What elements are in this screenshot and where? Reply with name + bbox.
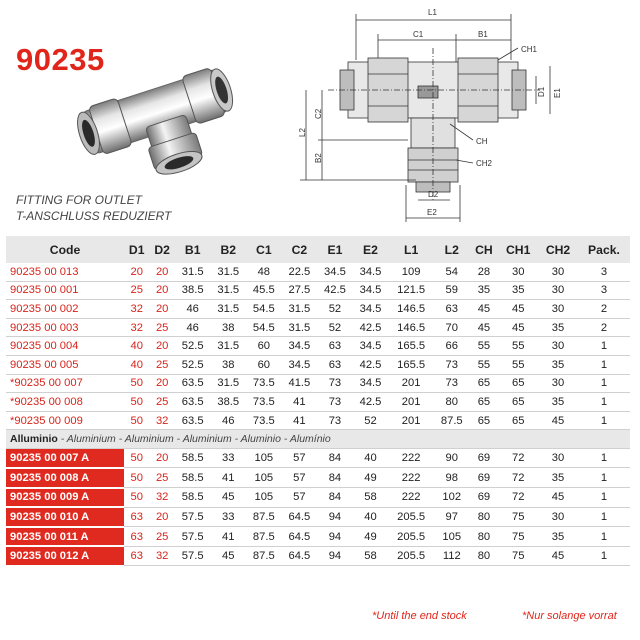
value-cell: 94: [328, 510, 342, 523]
value-cell: 109: [401, 265, 421, 278]
value-cell: 32: [155, 550, 169, 563]
value-cell: 94: [328, 530, 342, 543]
value-cell: 205.5: [397, 510, 426, 523]
svg-text:E1: E1: [553, 88, 562, 98]
value-cell: 20: [155, 302, 169, 315]
value-cell: 30: [551, 510, 565, 523]
table-row: [6, 488, 630, 508]
svg-text:CH1: CH1: [521, 45, 538, 54]
value-cell: 45.5: [252, 284, 275, 297]
value-cell: 70: [445, 321, 458, 334]
table-row: [6, 507, 630, 527]
value-cell: 2: [600, 321, 608, 334]
code-cell: 90235 00 013: [10, 265, 79, 278]
svg-text:C1: C1: [413, 30, 424, 39]
value-cell: 41: [293, 414, 306, 427]
value-cell: 25: [155, 530, 169, 543]
value-cell: 55: [511, 358, 525, 371]
code-cell: 90235 00 009 A: [6, 488, 124, 508]
value-cell: 87.5: [252, 550, 275, 563]
value-cell: 42.5: [324, 284, 346, 297]
value-cell: 59: [445, 284, 458, 297]
value-cell: 31.5: [288, 321, 311, 334]
header-b1: B1: [175, 236, 211, 263]
value-cell: 31.5: [217, 284, 240, 297]
value-cell: 165.5: [397, 358, 426, 371]
header-d2: D2: [149, 236, 174, 263]
value-cell: 73.5: [252, 395, 275, 408]
value-cell: 87.5: [252, 510, 275, 523]
table-header-row: [6, 236, 630, 263]
code-cell: 90235 00 004: [10, 340, 79, 353]
value-cell: 38: [222, 358, 235, 371]
svg-text:L2: L2: [298, 128, 307, 137]
svg-text:CH: CH: [476, 137, 488, 146]
value-cell: 50: [130, 414, 143, 427]
value-cell: 41: [222, 530, 235, 543]
value-cell: 69: [477, 452, 491, 465]
product-caption: [16, 192, 171, 224]
value-cell: 60: [257, 340, 271, 353]
value-cell: 34.5: [359, 284, 382, 297]
value-cell: 1: [600, 414, 608, 427]
value-cell: 75: [511, 510, 525, 523]
value-cell: 54.5: [252, 302, 275, 315]
value-cell: 30: [551, 265, 565, 278]
code-cell: 90235 00 010 A: [6, 507, 124, 527]
value-cell: 63.5: [181, 395, 204, 408]
header-ch1: CH1: [498, 236, 538, 263]
table-row: [6, 411, 630, 430]
value-cell: 45: [222, 550, 235, 563]
value-cell: 3: [600, 265, 608, 278]
value-cell: 54.5: [252, 321, 275, 334]
value-cell: 201: [401, 377, 421, 390]
value-cell: 112: [442, 550, 461, 563]
value-cell: 64.5: [288, 550, 311, 563]
value-cell: 87.5: [440, 414, 463, 427]
value-cell: 72: [511, 491, 525, 504]
value-cell: 20: [155, 265, 169, 278]
value-cell: 50: [130, 491, 143, 504]
value-cell: 55: [477, 340, 491, 353]
value-cell: 105: [254, 471, 274, 484]
header-c2: C2: [282, 236, 318, 263]
value-cell: 31.5: [217, 302, 240, 315]
value-cell: 35: [511, 284, 525, 297]
value-cell: 25: [155, 395, 169, 408]
value-cell: 3: [600, 284, 608, 297]
svg-text:CH2: CH2: [476, 159, 493, 168]
value-cell: 146.5: [397, 302, 426, 315]
value-cell: 105: [254, 452, 274, 465]
value-cell: 50: [130, 395, 143, 408]
value-cell: 1: [600, 510, 608, 523]
code-cell: 90235 00 008 A: [6, 468, 124, 488]
value-cell: 20: [155, 284, 169, 297]
value-cell: 34.5: [324, 265, 346, 278]
value-cell: 31.5: [181, 265, 204, 278]
header-d1: D1: [124, 236, 149, 263]
value-cell: 35: [477, 284, 491, 297]
code-cell: 90235 00 001: [10, 284, 79, 297]
value-cell: 75: [511, 550, 525, 563]
value-cell: 205.5: [397, 550, 426, 563]
value-cell: 57.5: [181, 550, 204, 563]
value-cell: 73: [328, 377, 342, 390]
value-cell: 35: [551, 395, 565, 408]
value-cell: 42.5: [359, 395, 382, 408]
table-row: [6, 337, 630, 356]
value-cell: 30: [551, 452, 565, 465]
value-cell: 65: [511, 395, 525, 408]
value-cell: 45: [511, 302, 525, 315]
value-cell: 30: [511, 265, 525, 278]
value-cell: 73: [445, 377, 458, 390]
value-cell: 146.5: [397, 321, 426, 334]
value-cell: 55: [511, 340, 525, 353]
value-cell: 80: [477, 550, 491, 563]
value-cell: 73: [445, 358, 458, 371]
value-cell: 1: [600, 395, 608, 408]
value-cell: 46: [222, 414, 235, 427]
value-cell: 63: [130, 550, 143, 563]
value-cell: 64.5: [288, 530, 311, 543]
value-cell: 90: [445, 452, 458, 465]
value-cell: 58.5: [181, 491, 204, 504]
value-cell: 57: [293, 452, 306, 465]
value-cell: 20: [155, 340, 169, 353]
svg-text:B1: B1: [478, 30, 488, 39]
value-cell: 20: [155, 377, 169, 390]
value-cell: 45: [511, 321, 525, 334]
header-code: Code: [6, 236, 124, 263]
value-cell: 38.5: [217, 395, 240, 408]
section-label-rest: - Aluminium - Aluminium - Aluminium - Aluminio - Alumínio: [57, 433, 331, 446]
value-cell: 63.5: [181, 414, 204, 427]
value-cell: 52.5: [181, 340, 204, 353]
value-cell: 66: [445, 340, 458, 353]
table-row: [6, 449, 630, 468]
value-cell: 65: [511, 414, 525, 427]
value-cell: 64.5: [288, 510, 311, 523]
value-cell: 46: [186, 321, 199, 334]
value-cell: 94: [328, 550, 342, 563]
value-cell: 54: [445, 265, 458, 278]
value-cell: 57.5: [181, 510, 204, 523]
section-row-aluminium: [6, 430, 630, 449]
value-cell: 98: [445, 471, 458, 484]
value-cell: 33: [222, 452, 235, 465]
value-cell: 222: [401, 471, 421, 484]
svg-text:C2: C2: [314, 108, 323, 119]
code-cell: 90235 00 005: [10, 358, 79, 371]
value-cell: 58.5: [181, 471, 204, 484]
header-e1: E1: [317, 236, 353, 263]
header-e2: E2: [353, 236, 389, 263]
value-cell: 63: [445, 302, 458, 315]
value-cell: 84: [328, 452, 342, 465]
value-cell: 1: [600, 377, 608, 390]
value-cell: 63: [130, 510, 143, 523]
header-c1: C1: [246, 236, 282, 263]
value-cell: 52: [328, 302, 342, 315]
value-cell: 30: [551, 377, 565, 390]
value-cell: 97: [445, 510, 458, 523]
value-cell: 2: [600, 302, 608, 315]
table-row: [6, 281, 630, 300]
code-cell: *90235 00 009: [10, 414, 83, 427]
value-cell: 1: [600, 452, 608, 465]
header-ch: CH: [470, 236, 499, 263]
value-cell: 30: [551, 302, 565, 315]
table-row: [6, 527, 630, 547]
table-row: [6, 355, 630, 374]
value-cell: 20: [155, 510, 169, 523]
value-cell: 65: [477, 414, 491, 427]
value-cell: 57: [293, 471, 306, 484]
value-cell: 33: [222, 510, 235, 523]
value-cell: 34.5: [359, 265, 382, 278]
value-cell: 30: [551, 340, 565, 353]
value-cell: 28: [477, 265, 491, 278]
value-cell: 35: [551, 358, 565, 371]
value-cell: 63.5: [181, 377, 204, 390]
value-cell: 49: [364, 530, 377, 543]
code-cell: 90235 00 007 A: [6, 449, 124, 468]
value-cell: 84: [328, 471, 342, 484]
value-cell: 84: [328, 491, 342, 504]
value-cell: 32: [130, 321, 143, 334]
value-cell: 201: [401, 414, 421, 427]
value-cell: 31.5: [288, 302, 311, 315]
code-cell: *90235 00 008: [10, 395, 83, 408]
value-cell: 65: [511, 377, 525, 390]
aluminium-rows: [6, 449, 630, 566]
value-cell: 80: [477, 530, 491, 543]
value-cell: 32: [155, 491, 169, 504]
code-cell: 90235 00 011 A: [6, 527, 124, 547]
value-cell: 50: [130, 377, 143, 390]
value-cell: 50: [130, 471, 143, 484]
value-cell: 1: [600, 550, 608, 563]
value-cell: 31.5: [217, 340, 240, 353]
brass-rows: [6, 263, 630, 430]
value-cell: 35: [551, 321, 565, 334]
value-cell: 34.5: [288, 340, 311, 353]
value-cell: 63: [328, 340, 342, 353]
value-cell: 55: [477, 358, 491, 371]
value-cell: 49: [364, 471, 377, 484]
value-cell: 38: [222, 321, 235, 334]
code-cell: 90235 00 003: [10, 321, 79, 334]
table-row: [6, 263, 630, 281]
value-cell: 222: [401, 452, 421, 465]
value-cell: 87.5: [252, 530, 275, 543]
value-cell: 48: [257, 265, 271, 278]
value-cell: 45: [551, 414, 565, 427]
value-cell: 58: [364, 491, 377, 504]
svg-text:E2: E2: [427, 208, 437, 217]
value-cell: 1: [600, 491, 608, 504]
value-cell: 121.5: [397, 284, 426, 297]
value-cell: 73: [328, 395, 342, 408]
header-b2: B2: [210, 236, 246, 263]
value-cell: 57.5: [181, 530, 204, 543]
product-code: 90235: [16, 42, 105, 77]
svg-text:L1: L1: [428, 8, 437, 17]
technical-drawing: [278, 0, 598, 232]
value-cell: 31.5: [217, 265, 240, 278]
table-row: [6, 393, 630, 412]
table-row: [6, 546, 630, 566]
svg-text:D2: D2: [428, 190, 439, 199]
value-cell: 40: [130, 358, 143, 371]
value-cell: 25: [155, 358, 169, 371]
value-cell: 65: [477, 395, 491, 408]
value-cell: 1: [600, 340, 608, 353]
value-cell: 40: [364, 510, 377, 523]
value-cell: 45: [477, 321, 491, 334]
value-cell: 22.5: [288, 265, 311, 278]
code-cell: 90235 00 012 A: [6, 546, 124, 566]
value-cell: 201: [401, 395, 421, 408]
value-cell: 45: [222, 491, 235, 504]
value-cell: 63: [130, 530, 143, 543]
header-pack: Pack.: [578, 236, 630, 263]
value-cell: 65: [477, 377, 491, 390]
value-cell: 40: [364, 452, 377, 465]
svg-text:D1: D1: [537, 86, 546, 97]
value-cell: 165.5: [397, 340, 426, 353]
value-cell: 34.5: [288, 358, 311, 371]
value-cell: 222: [401, 491, 421, 504]
caption-line-1: FITTING FOR OUTLET: [16, 193, 142, 207]
value-cell: 80: [477, 510, 491, 523]
value-cell: 69: [477, 491, 491, 504]
value-cell: 40: [130, 340, 143, 353]
value-cell: 45: [477, 302, 491, 315]
code-cell: 90235 00 002: [10, 302, 79, 315]
value-cell: 41: [293, 395, 306, 408]
header-l1: L1: [388, 236, 434, 263]
value-cell: 34.5: [359, 377, 382, 390]
table-row: [6, 468, 630, 488]
spec-table: [6, 236, 630, 567]
value-cell: 58: [364, 550, 377, 563]
value-cell: 46: [186, 302, 199, 315]
product-photo: [55, 58, 260, 188]
value-cell: 34.5: [359, 302, 382, 315]
value-cell: 205.5: [397, 530, 426, 543]
value-cell: 80: [445, 395, 458, 408]
value-cell: 32: [155, 414, 169, 427]
value-cell: 25: [155, 471, 169, 484]
value-cell: 42.5: [359, 321, 382, 334]
value-cell: 32: [130, 302, 143, 315]
value-cell: 73.5: [252, 377, 275, 390]
table-row: [6, 374, 630, 393]
value-cell: 31.5: [217, 377, 240, 390]
value-cell: 27.5: [288, 284, 311, 297]
value-cell: 25: [130, 284, 143, 297]
value-cell: 45: [551, 491, 565, 504]
section-label: [6, 430, 630, 449]
value-cell: 63: [328, 358, 342, 371]
value-cell: 20: [130, 265, 143, 278]
value-cell: 34.5: [359, 340, 382, 353]
value-cell: 25: [155, 321, 169, 334]
value-cell: 105: [442, 530, 462, 543]
value-cell: 1: [600, 358, 608, 371]
header-ch2: CH2: [538, 236, 578, 263]
value-cell: 57: [293, 491, 306, 504]
value-cell: 60: [257, 358, 271, 371]
value-cell: 1: [600, 530, 608, 543]
value-cell: 45: [551, 550, 565, 563]
header-l2: L2: [434, 236, 470, 263]
code-cell: *90235 00 007: [10, 377, 83, 390]
value-cell: 105: [254, 491, 274, 504]
value-cell: 50: [130, 452, 143, 465]
caption-line-2: T-ANSCHLUSS REDUZIERT: [16, 209, 172, 223]
svg-text:B2: B2: [314, 153, 323, 163]
value-cell: 75: [511, 530, 525, 543]
value-cell: 72: [511, 471, 525, 484]
value-cell: 52: [364, 414, 377, 427]
value-cell: 69: [477, 471, 491, 484]
value-cell: 38.5: [181, 284, 204, 297]
value-cell: 73: [328, 414, 342, 427]
value-cell: 20: [155, 452, 169, 465]
note-nur-solange: *Nur solange vorrat: [522, 610, 617, 622]
value-cell: 102: [442, 491, 462, 504]
section-label-bold: Alluminio: [10, 433, 58, 446]
value-cell: 72: [511, 452, 525, 465]
value-cell: 41.5: [288, 377, 311, 390]
value-cell: 58.5: [181, 452, 204, 465]
note-until-stock: *Until the end stock: [372, 610, 467, 622]
value-cell: 35: [551, 530, 565, 543]
value-cell: 1: [600, 471, 608, 484]
value-cell: 73.5: [252, 414, 275, 427]
table-row: [6, 300, 630, 319]
value-cell: 35: [551, 471, 565, 484]
value-cell: 52.5: [181, 358, 204, 371]
value-cell: 30: [551, 284, 565, 297]
value-cell: 41: [222, 471, 235, 484]
table-row: [6, 318, 630, 337]
value-cell: 42.5: [359, 358, 382, 371]
value-cell: 52: [328, 321, 342, 334]
